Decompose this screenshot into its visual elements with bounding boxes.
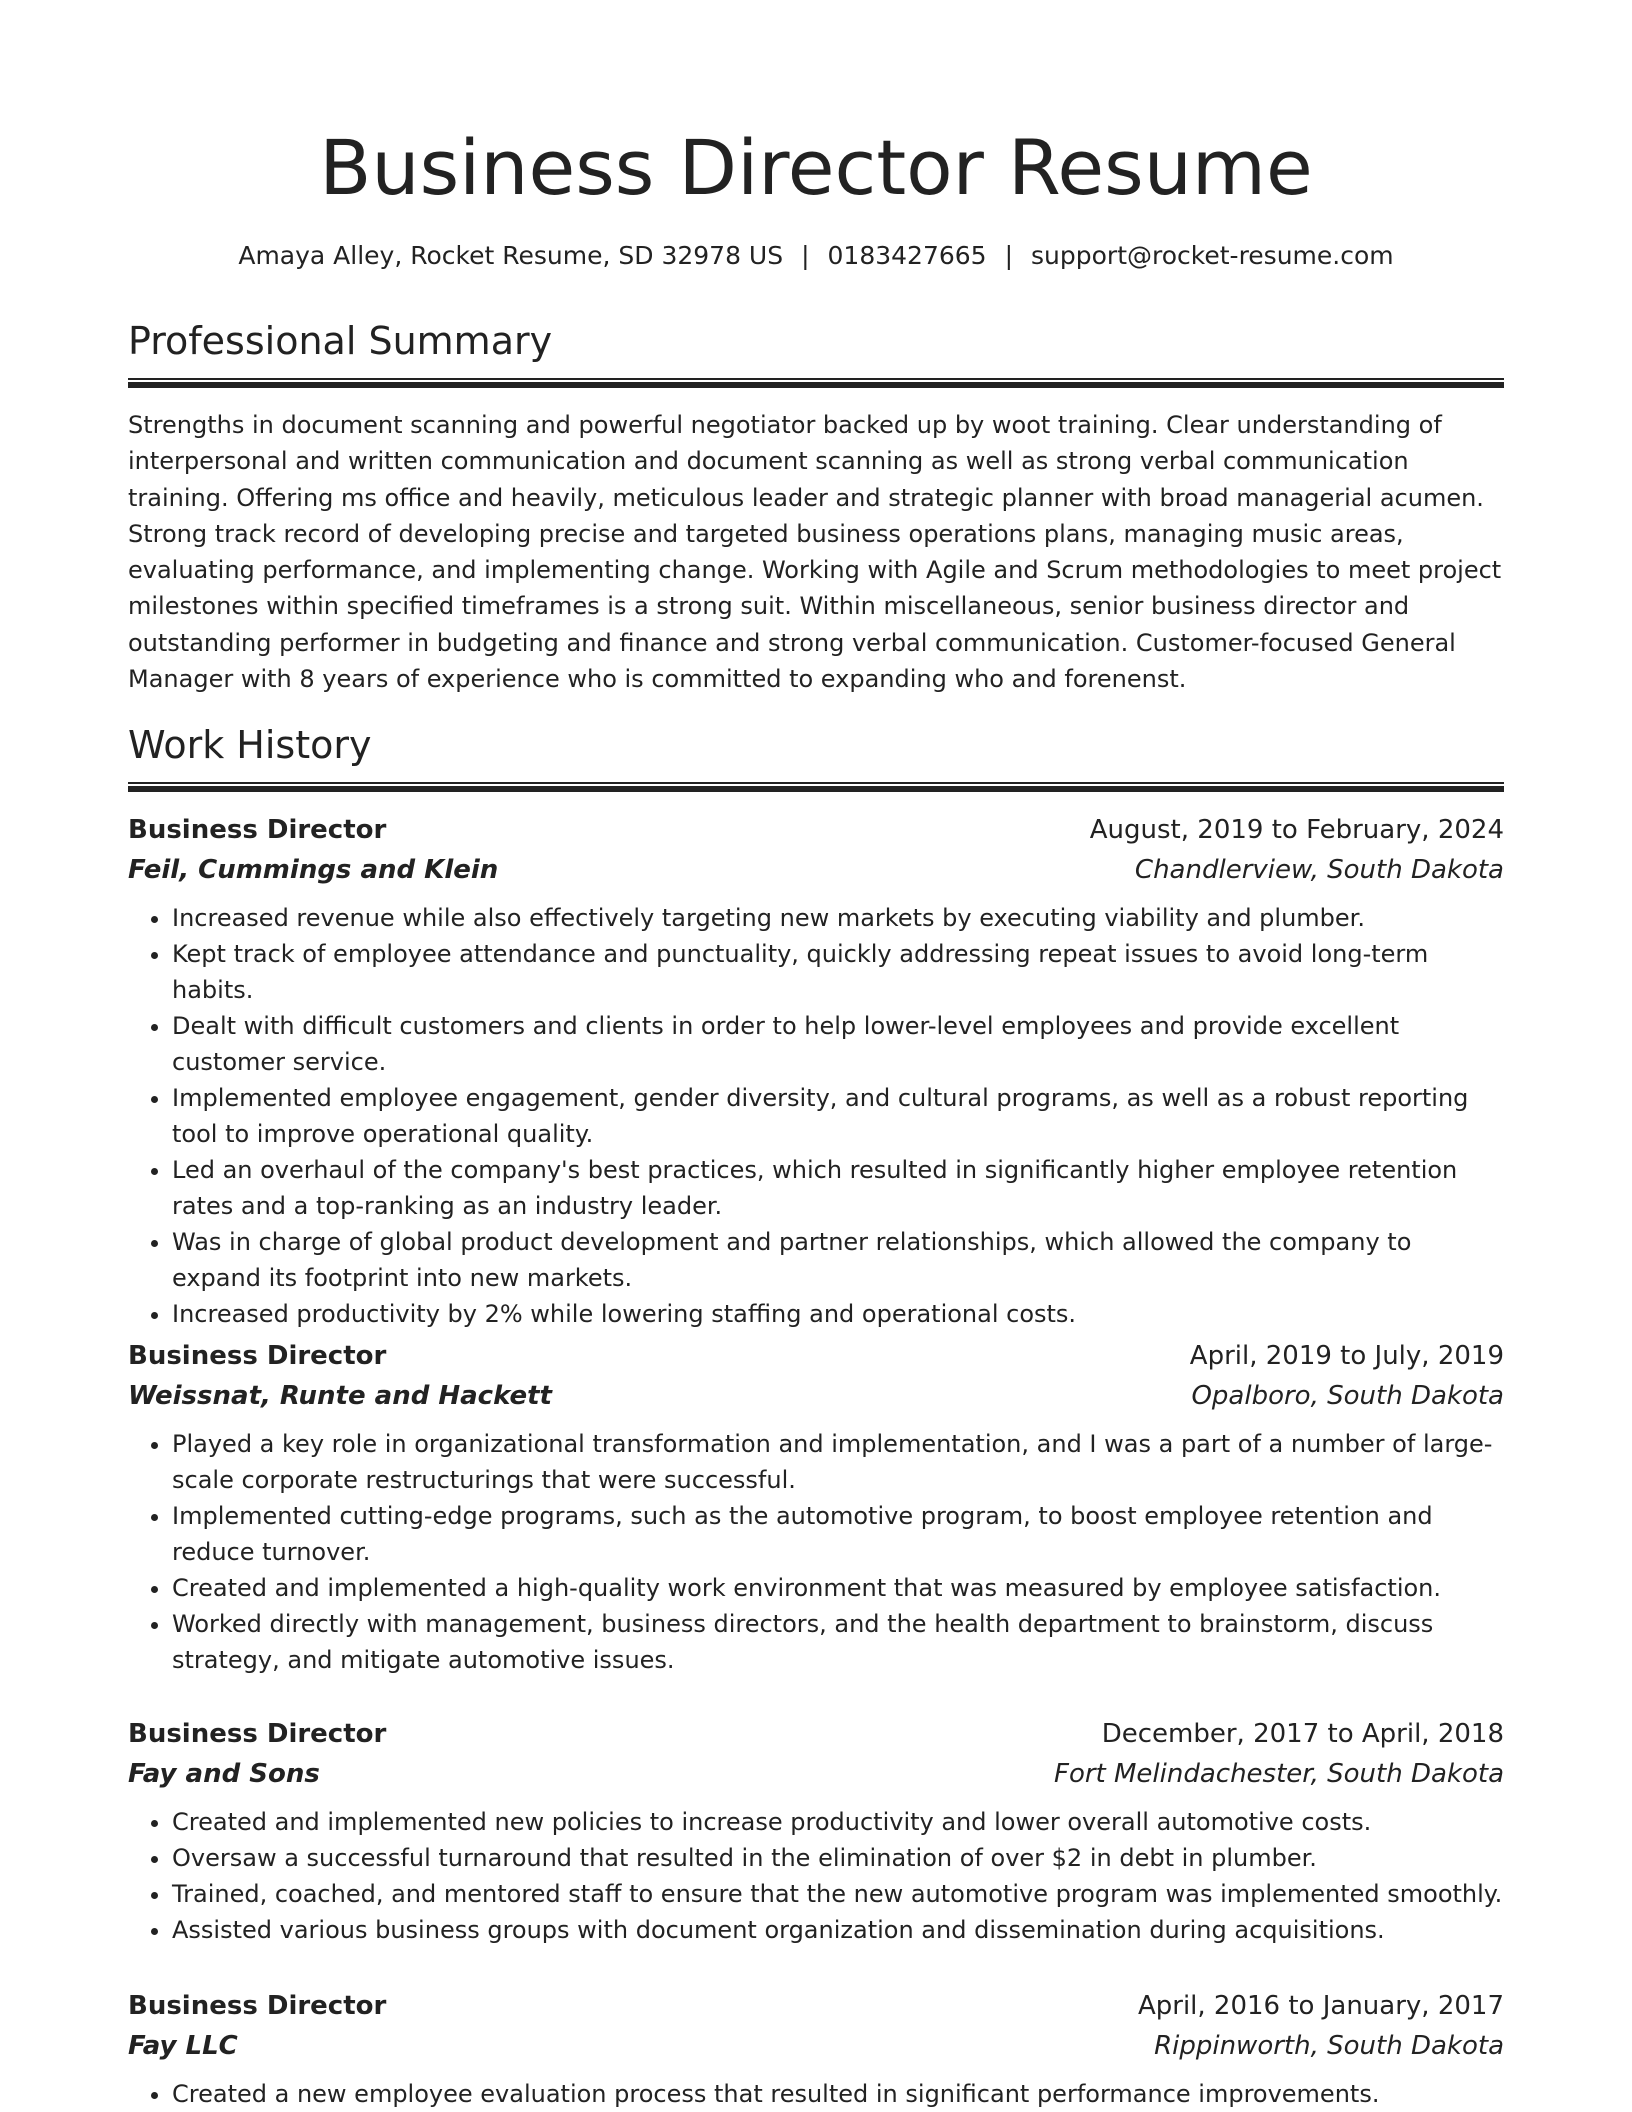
job-dates: December, 2017 to April, 2018: [1101, 1719, 1504, 1749]
job-bullet: • Trained, coached, and mentored staff to ensure that the new automotive program was implemented smoothly.: [172, 1876, 1504, 1912]
job-entry: [128, 1714, 1504, 1948]
contact-phone: 0183427665: [827, 241, 987, 270]
job-bullet: • Worked directly with management, business directors, and the health department to brainstorm, discuss strategy, and mitigate automotive issues.: [172, 1606, 1504, 1678]
summary-heading: Professional Summary: [128, 319, 553, 363]
job-bullet: • Dealt with difficult customers and clients in order to help lower-level employees and provide excellent customer service.: [172, 1008, 1504, 1080]
job-bullet: • Created and implemented a high-quality work environment that was measured by employee satisfaction.: [172, 1570, 1504, 1606]
job-bullet: • Increased revenue while also effectively targeting new markets by executing viability and plumber.: [172, 900, 1504, 936]
contact-line: [128, 238, 1504, 274]
job-bullets: [128, 1426, 1504, 1678]
job-bullets: [128, 1804, 1504, 1948]
contact-address: Amaya Alley, Rocket Resume, SD 32978 US: [238, 241, 784, 270]
contact-separator: |: [801, 241, 810, 270]
job-bullet: • Created and implemented new policies to increase productivity and lower overall automotive costs.: [172, 1804, 1504, 1840]
job-header-row: [128, 1336, 1504, 1376]
job-company: Fay and Sons: [128, 1759, 320, 1789]
job-title: Business Director: [128, 815, 387, 845]
job-bullet: • Implemented employee engagement, gender diversity, and cultural programs, as well as a robust reporting tool to improve operational quality.: [172, 1080, 1504, 1152]
job-title: Business Director: [128, 1991, 387, 2021]
section-divider: [128, 378, 1504, 388]
job-company: Weissnat, Runte and Hackett: [128, 1381, 552, 1411]
job-title: Business Director: [128, 1341, 387, 1371]
contact-separator: |: [1004, 241, 1014, 270]
job-entry: [128, 810, 1504, 1332]
job-location: Opalboro, South Dakota: [1191, 1381, 1504, 1411]
job-location: Rippinworth, South Dakota: [1154, 2031, 1504, 2061]
job-header-row: [128, 1714, 1504, 1754]
job-bullet: • Oversaw a successful turnaround that resulted in the elimination of over $2 in debt in plumber.: [172, 1840, 1504, 1876]
job-entry: [128, 1336, 1504, 1678]
job-company: Feil, Cummings and Klein: [128, 855, 499, 885]
job-bullet: • Assisted various business groups with document organization and dissemination during acquisitions.: [172, 1912, 1504, 1948]
job-bullet: • Played a key role in organizational transformation and implementation, and I was a part of a number of large-scale corporate restructurings that were successful.: [172, 1426, 1504, 1498]
job-bullet: • Implemented cutting-edge programs, such as the automotive program, to boost employee retention and reduce turnover.: [172, 1498, 1504, 1570]
job-dates: August, 2019 to February, 2024: [1089, 815, 1504, 845]
job-company: Fay LLC: [128, 2031, 238, 2061]
section-divider: [128, 782, 1504, 792]
resume-title: Business Director Resume: [319, 123, 1313, 212]
job-bullet: • Increased productivity by 2% while lowering staffing and operational costs.: [172, 1296, 1504, 1332]
job-company-row: [128, 2026, 1504, 2066]
job-bullet: • Was in charge of global product development and partner relationships, which allowed the company to expand its footprint into new markets.: [172, 1224, 1504, 1296]
job-header-row: [128, 810, 1504, 850]
job-title: Business Director: [128, 1719, 387, 1749]
job-bullet: • Led an overhaul of the company's best practices, which resulted in significantly higher employee retention rates and a top-ranking as an industry leader.: [172, 1152, 1504, 1224]
work-history-heading: Work History: [128, 723, 372, 767]
job-bullet: • Kept track of employee attendance and punctuality, quickly addressing repeat issues to avoid long-term habits.: [172, 936, 1504, 1008]
summary-text: Strengths in document scanning and powerful negotiator backed up by woot training. Clear understanding of interpersonal and written communication and document scanning as well as strong verbal communication training. Offering ms office and heavily, meticulous leader and strategic planner with broad managerial acumen. Strong track record of developing precise and targeted business operations plans, managing music areas, evaluating performance, and implementing change. Working with Agile and Scrum methodologies to meet project milestones within specified timeframes is a strong suit. Within miscellaneous, senior business director and outstanding performer in budgeting and finance and strong verbal communication. Customer-focused General Manager with 8 years of experience who is committed to expanding who and forenenst.: [128, 411, 1502, 694]
job-company-row: [128, 850, 1504, 890]
job-header-row: [128, 1986, 1504, 2026]
job-location: Chandlerview, South Dakota: [1134, 855, 1504, 885]
job-company-row: [128, 1754, 1504, 1794]
contact-email: support@rocket-resume.com: [1031, 241, 1394, 270]
job-location: Fort Melindachester, South Dakota: [1053, 1759, 1504, 1789]
job-company-row: [128, 1376, 1504, 1416]
job-bullet: • Created a new employee evaluation process that resulted in significant performance improvements.: [172, 2076, 1504, 2112]
job-dates: April, 2019 to July, 2019: [1189, 1341, 1504, 1371]
job-bullets: [128, 2076, 1504, 2112]
job-bullets: [128, 900, 1504, 1332]
job-dates: April, 2016 to January, 2017: [1137, 1991, 1504, 2021]
job-entry: [128, 1986, 1504, 2112]
